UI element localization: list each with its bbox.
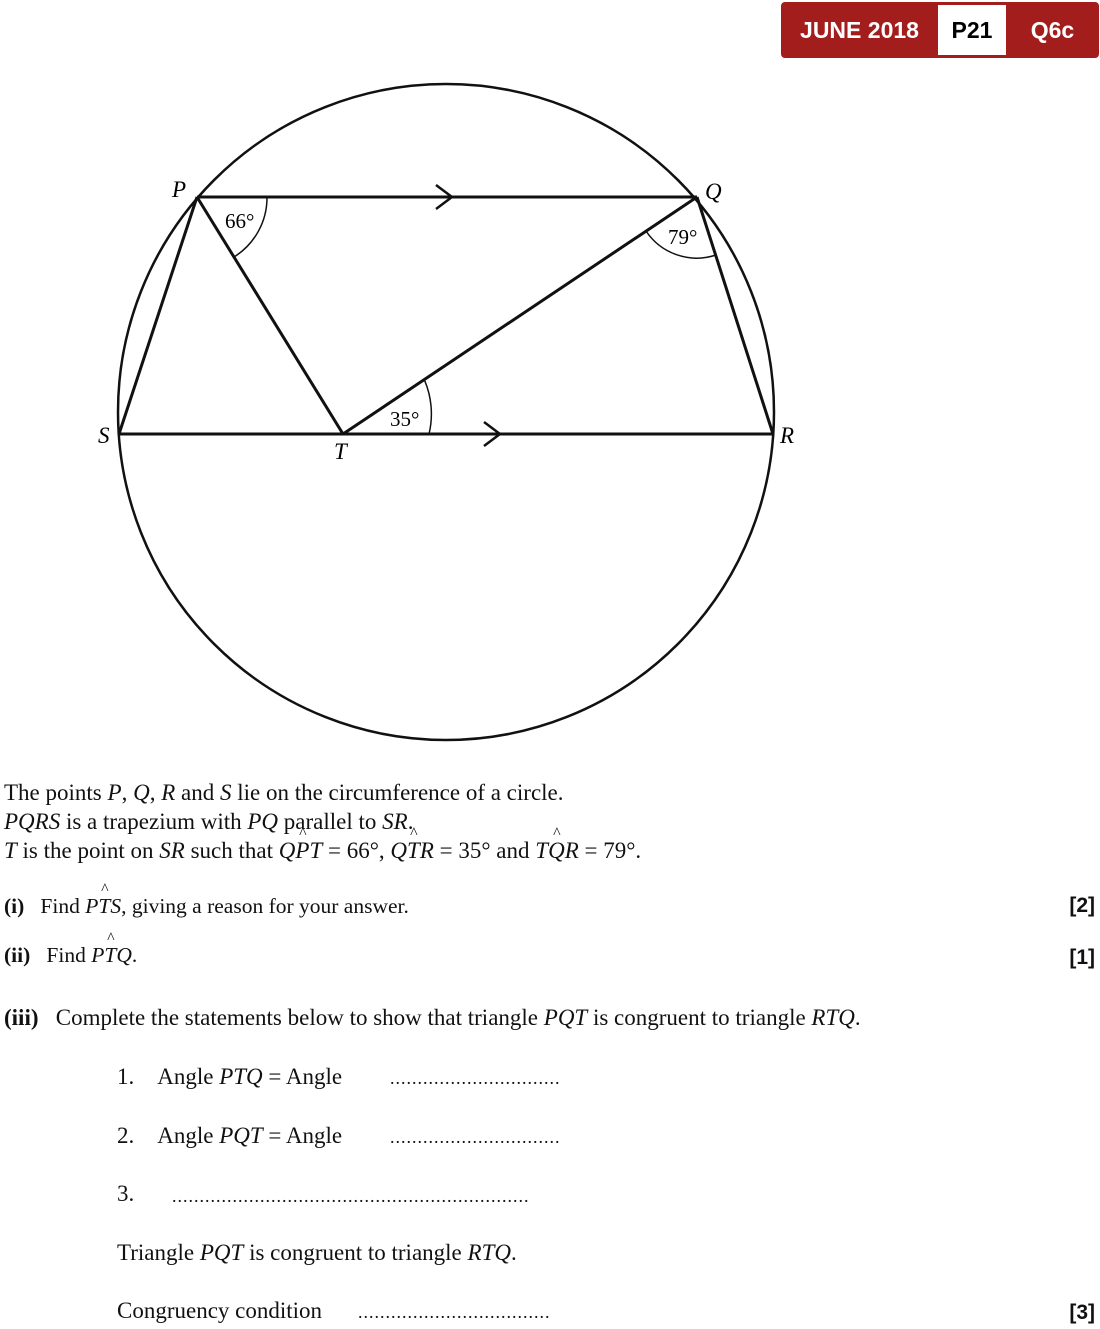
label-P: P (172, 177, 187, 202)
segment-PS (119, 197, 197, 434)
intro-line-3: T is the point on SR such that Q^ PT = 66°, Q^ TR = 35° and T^ QR = 79°. (4, 838, 641, 864)
intro-line-2: PQRS is a trapezium with PQ parallel to SR. (4, 809, 414, 834)
statement-2: 2. Angle PQT = Angle (117, 1123, 343, 1148)
part-iii: (iii) Complete the statements below to show that triangle PQT is congruent to triangle RTQ. (4, 1005, 861, 1030)
label-S: S (98, 423, 110, 448)
label-R: R (780, 423, 795, 448)
circle (118, 84, 774, 740)
part-ii: (ii) Find P^ TQ. (4, 943, 137, 968)
angle-label-P: 66° (225, 209, 255, 233)
part-i: (i) Find P^ TS, giving a reason for your answer. (4, 894, 409, 919)
paper-code: P21 (938, 5, 1006, 55)
mark-part-ii: [1] (1069, 946, 1095, 969)
angle-label-Q: 79° (668, 225, 698, 249)
answer-line-3[interactable]: ................................................................. (172, 1186, 530, 1206)
congruency-condition: Congruency condition (117, 1298, 323, 1323)
answer-line-2[interactable]: ............................... (390, 1127, 561, 1147)
conclusion: Triangle PQT is congruent to triangle RTQ. (117, 1240, 517, 1265)
intro-line-1: The points P, Q, R and S lie on the circumference of a circle. (4, 780, 564, 805)
answer-line-1[interactable]: ............................... (390, 1068, 561, 1088)
mark-part-iii: [3] (1069, 1301, 1095, 1324)
statement-1: 1. Angle PTQ = Angle (117, 1064, 343, 1089)
exam-date: JUNE 2018 (800, 16, 919, 43)
label-T: T (334, 439, 347, 464)
question-number: Q6c (1030, 16, 1075, 43)
angle-arc-T (424, 379, 431, 434)
segment-PT (197, 197, 343, 434)
answer-line-condition[interactable]: ................................... (358, 1302, 551, 1322)
angle-label-T: 35° (390, 407, 420, 431)
label-Q: Q (705, 179, 722, 204)
statement-3: 3. (117, 1181, 135, 1206)
segment-QT (343, 197, 697, 434)
segment-QR (697, 197, 773, 434)
mark-part-i: [2] (1069, 894, 1095, 917)
